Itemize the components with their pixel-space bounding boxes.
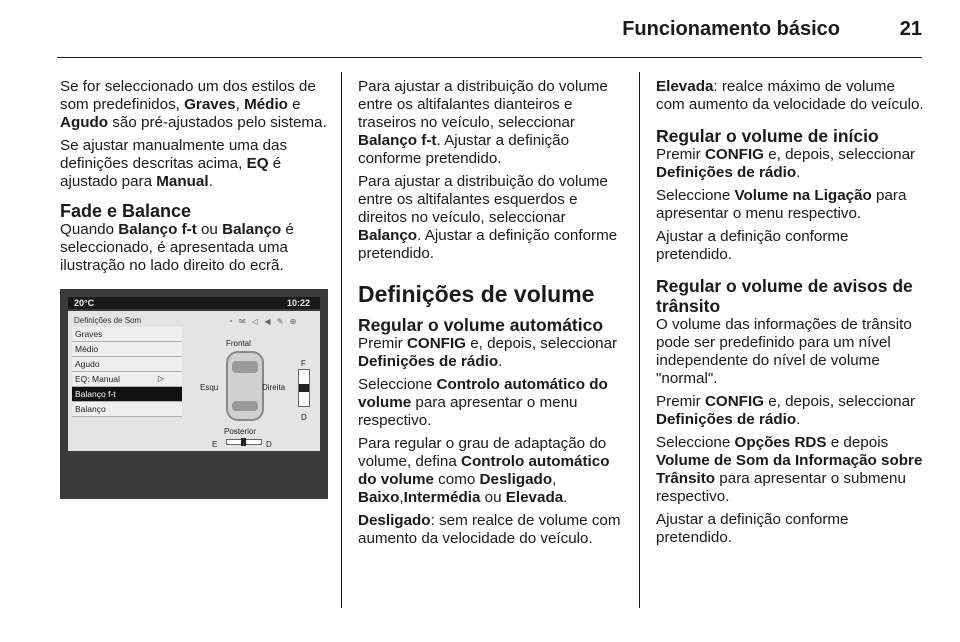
paragraph: Se ajustar manualmente uma das definições descritas acima, EQ é ajustado para Manual.: [60, 137, 288, 190]
menu-item-selected: Balanço f-t: [72, 387, 182, 402]
label-balance-right: D: [266, 440, 272, 449]
heading-start-volume: Regular o volume de início: [656, 126, 879, 146]
paragraph: Elevada: realce máximo de volume com aumento da velocidade do veículo.: [656, 78, 924, 113]
menu-item: Médio: [72, 342, 182, 357]
menu-item: EQ: Manual ▷: [72, 372, 182, 387]
chevron-right-icon: ▷: [157, 374, 164, 383]
label-fader-front: F: [301, 359, 306, 368]
label-front: Frontal: [226, 339, 251, 348]
paragraph: Seleccione Volume na Ligação para apresentar o menu respectivo.: [656, 187, 907, 222]
screen-status-bar: [68, 297, 320, 309]
paragraph: Se for seleccionado um dos estilos de som predefinidos, Graves, Médio e Agudo são pré-ajustados pelo sistema.: [60, 78, 327, 131]
column-divider-2: [639, 72, 640, 608]
sound-menu: [72, 327, 182, 417]
menu-item: Agudo: [72, 357, 182, 372]
column-2: [358, 78, 630, 553]
paragraph: Para regular o grau de adaptação do volume, defina Controlo automático do volume como Desligado, Baixo,Intermédia ou Elevada.: [358, 435, 610, 506]
label-left: Esqu: [200, 383, 219, 392]
screen-content: [68, 311, 320, 451]
paragraph: Premir CONFIG e, depois, seleccionar Definições de rádio.: [656, 393, 916, 428]
column-3: [656, 78, 924, 552]
paragraph: Seleccione Controlo automático do volume para apresentar o menu respectivo.: [358, 376, 608, 429]
paragraph: Para ajustar a distribuição do volume entre os altifalantes dianteiros e traseiros no veículo, seleccionar Balanço f-t. Ajustar a definição conforme pretendido.: [358, 78, 608, 167]
status-icons: ◔ ✉ ◁ ◀ ✎ ⊕: [228, 317, 299, 326]
heading-traffic-volume: Regular o volume de avisos de trânsito: [656, 276, 913, 316]
fade-slider: [298, 369, 310, 407]
label-right: Direita: [262, 383, 286, 392]
paragraph: Quando Balanço f-t ou Balanço é seleccionado, é apresentada uma ilustração no lado direito do ecrã.: [60, 221, 294, 274]
page-number: 21: [899, 18, 922, 40]
heading-fade-balance: Fade e Balance: [60, 201, 192, 221]
paragraph: Para ajustar a distribuição do volume entre os altifalantes esquerdos e direitos no veículo, seleccionar Balanço. Ajustar a definição conforme pretendido.: [358, 173, 618, 262]
column-divider-1: [341, 72, 342, 608]
menu-item: Graves: [72, 327, 182, 342]
heading-auto-volume: Regular o volume automático: [358, 315, 604, 335]
balance-slider: [226, 439, 262, 445]
paragraph: Premir CONFIG e, depois, seleccionar Definições de rádio.: [358, 335, 618, 370]
paragraph: Ajustar a definição conforme pretendido.: [656, 228, 849, 263]
running-header-title: Funcionamento básico: [622, 18, 840, 40]
paragraph: O volume das informações de trânsito pode ser predefinido para um nível independente do nível de volume "normal".: [656, 316, 912, 387]
label-balance-left: E: [212, 440, 218, 449]
label-rear: Posterior: [224, 427, 257, 436]
temperature-readout: 20°C: [74, 298, 95, 308]
label-fader-rear: D: [301, 413, 307, 422]
column-1: [60, 78, 332, 499]
paragraph: Desligado: sem realce de volume com aumento da velocidade do veículo.: [358, 512, 621, 547]
header-rule: [57, 57, 922, 58]
car-top-view-icon: [226, 351, 264, 421]
paragraph: Seleccione Opções RDS e depois Volume de Som da Informação sobre Trânsito para apresentar o submenu respectivo.: [656, 434, 923, 505]
heading-volume-settings: Definições de volume: [358, 281, 595, 307]
paragraph: Ajustar a definição conforme pretendido.: [656, 511, 849, 546]
screen-subtitle: Definições de Som: [74, 316, 142, 325]
paragraph: Premir CONFIG e, depois, seleccionar Definições de rádio.: [656, 146, 916, 181]
clock-readout: 10:22: [286, 298, 310, 308]
sound-settings-screen-illustration: [60, 289, 328, 499]
menu-item: Balanço: [72, 402, 182, 417]
